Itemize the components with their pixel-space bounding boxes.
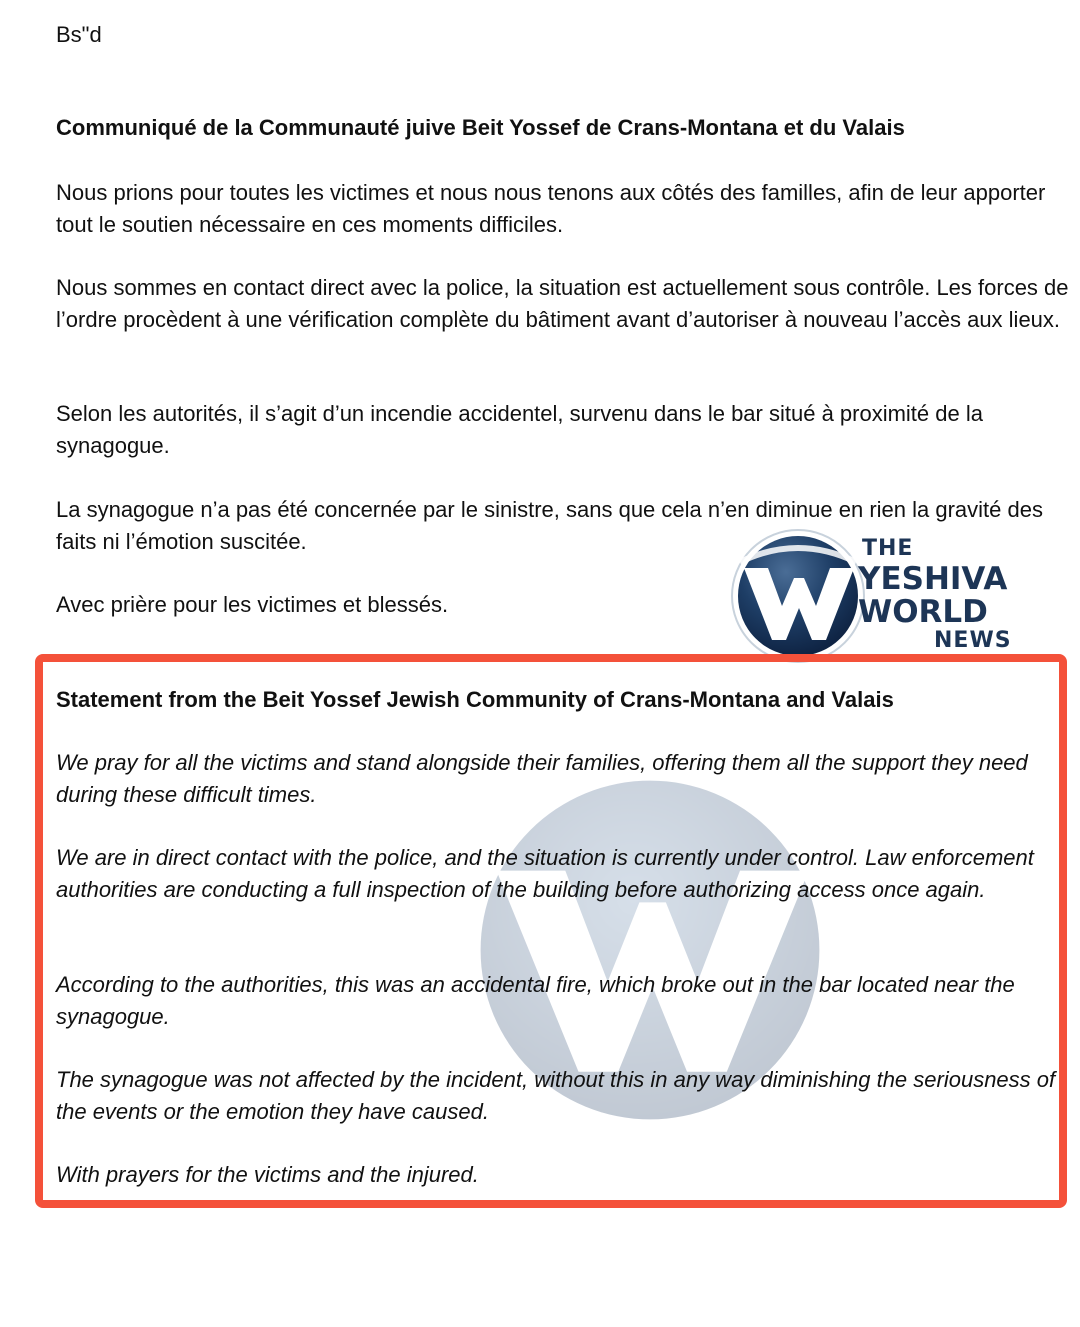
english-statement-title: Statement from the Beit Yossef Jewish Community of Crans-Montana and Valais: [56, 687, 894, 712]
french-paragraph-5: Avec prière pour les victimes et blessés.: [56, 592, 449, 617]
logo-text-news: NEWS: [934, 628, 1012, 653]
logo-text-yeshiva: YESHIVA: [858, 561, 1008, 597]
english-paragraph-5: With prayers for the victims and the injured.: [56, 1162, 479, 1187]
french-paragraph-2: Nous sommes en contact direct avec la police, la situation est actuellement sous contrôle. Les forces de l’ordre procèdent à une vérification complète du bâtiment avant d’autoriser à nouveau l’accès aux lieux.: [56, 275, 1069, 332]
logo-text-world: WORLD: [858, 594, 988, 630]
yeshiva-world-news-logo: [730, 528, 1020, 664]
french-paragraph-1: Nous prions pour toutes les victimes et nous nous tenons aux côtés des familles, afin de leur apporter tout le soutien nécessaire en ces moments difficiles.: [56, 180, 1046, 237]
french-statement-title: Communiqué de la Communauté juive Beit Yossef de Crans-Montana et du Valais: [56, 115, 905, 140]
french-paragraph-3: Selon les autorités, il s’agit d’un incendie accidentel, survenu dans le bar situé à proximité de la synagogue.: [56, 401, 983, 458]
bsd-header: Bs"d: [56, 22, 102, 47]
yeshiva-world-news-logo-icon: [730, 528, 866, 664]
english-paragraph-1: We pray for all the victims and stand alongside their families, offering them all the support they need during these difficult times.: [56, 750, 1028, 807]
french-paragraph-4: La synagogue n’a pas été concernée par le sinistre, sans que cela n’en diminue en rien la gravité des faits ni l’émotion suscitée.: [56, 497, 1043, 554]
logo-text-the: THE: [862, 536, 914, 561]
english-paragraph-4: The synagogue was not affected by the incident, without this in any way diminishing the seriousness of the events or the emotion they have caused.: [56, 1067, 1056, 1124]
english-paragraph-3: According to the authorities, this was an accidental fire, which broke out in the bar located near the synagogue.: [56, 972, 1015, 1029]
english-paragraph-2: We are in direct contact with the police, and the situation is currently under control. Law enforcement authorities are conducting a full inspection of the building before authorizing access once again.: [56, 845, 1034, 902]
